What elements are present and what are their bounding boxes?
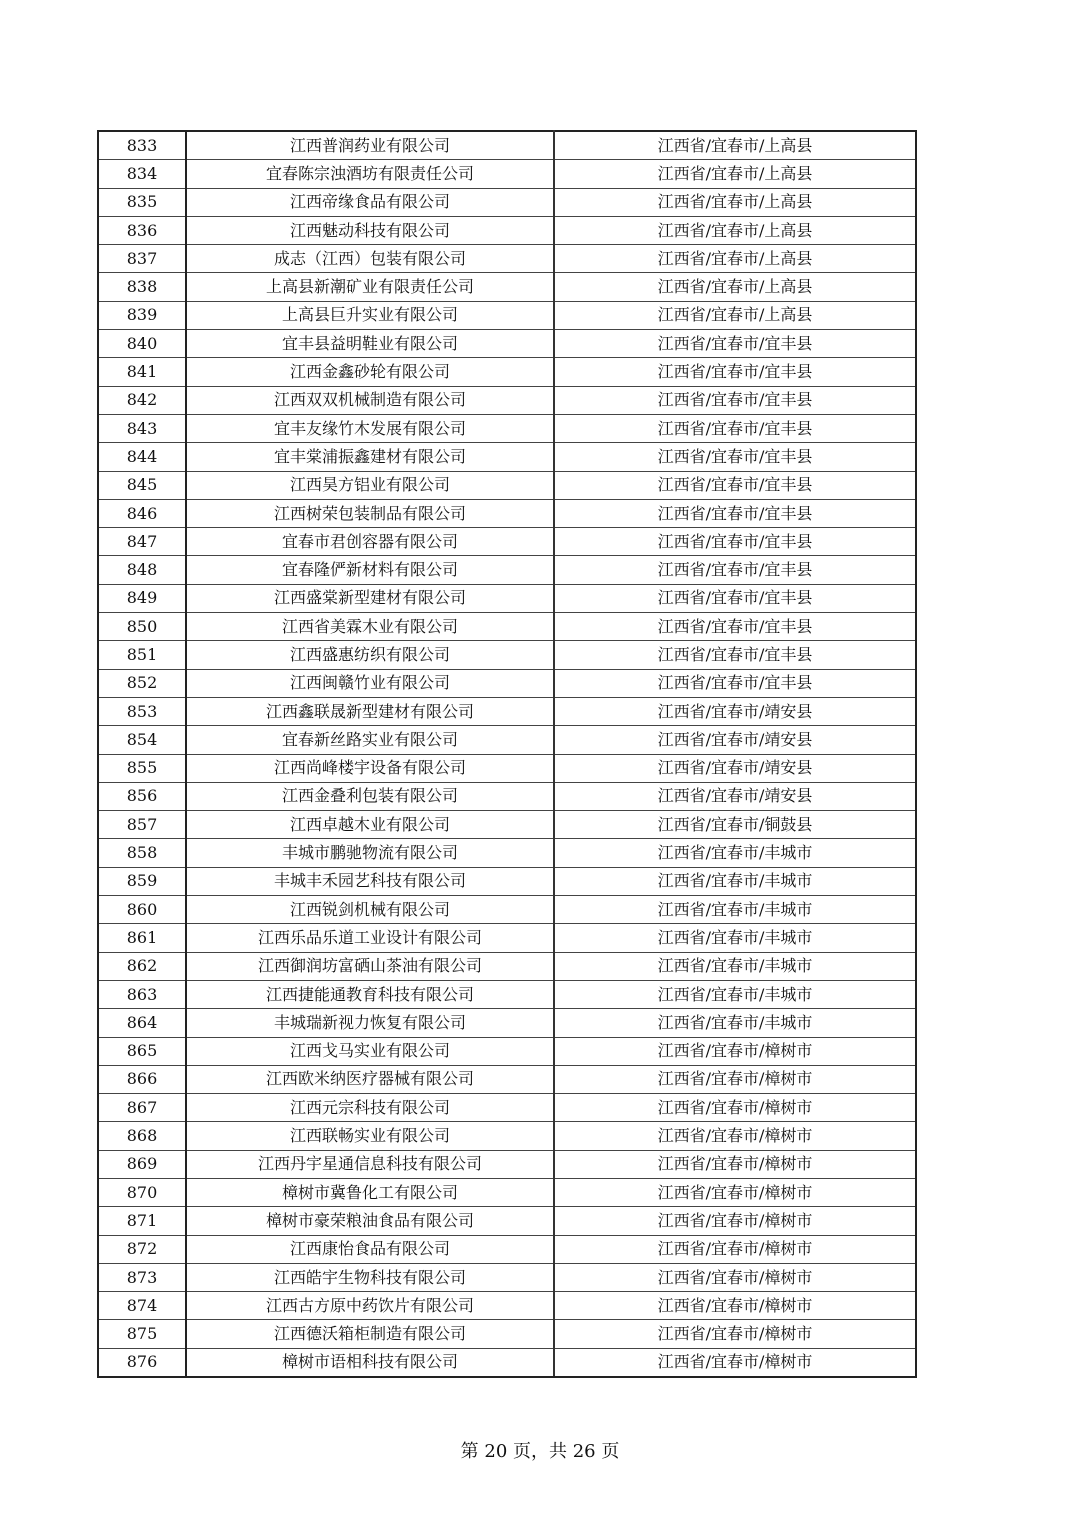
region-cell: 江西省/宜春市/樟树市 <box>554 1235 916 1263</box>
region-cell: 江西省/宜春市/宜丰县 <box>554 330 916 358</box>
table-row <box>98 1178 916 1206</box>
company-name-cell: 宜春市君创容器有限公司 <box>186 528 554 556</box>
table-row <box>98 386 916 414</box>
region-cell: 江西省/宜春市/樟树市 <box>554 1122 916 1150</box>
region-cell: 江西省/宜春市/宜丰县 <box>554 641 916 669</box>
company-name-cell: 江西帝缘食品有限公司 <box>186 188 554 216</box>
region-cell: 江西省/宜春市/宜丰县 <box>554 443 916 471</box>
region-cell: 江西省/宜春市/樟树市 <box>554 1150 916 1178</box>
company-name-cell: 江西盛惠纺织有限公司 <box>186 641 554 669</box>
company-name-cell: 江西昊方铝业有限公司 <box>186 471 554 499</box>
company-list-body <box>98 131 916 1377</box>
table-row <box>98 1094 916 1122</box>
table-row <box>98 697 916 725</box>
row-number-cell: 854 <box>98 726 186 754</box>
company-name-cell: 宜春新丝路实业有限公司 <box>186 726 554 754</box>
row-number-cell: 859 <box>98 867 186 895</box>
company-name-cell: 江西戈马实业有限公司 <box>186 1037 554 1065</box>
row-number-cell: 835 <box>98 188 186 216</box>
region-cell: 江西省/宜春市/宜丰县 <box>554 528 916 556</box>
region-cell: 江西省/宜春市/靖安县 <box>554 726 916 754</box>
page-number-footer: 第 20 页，共 26 页 <box>460 1441 620 1462</box>
table-row <box>98 443 916 471</box>
company-name-cell: 上高县新潮矿业有限责任公司 <box>186 273 554 301</box>
table-row <box>98 924 916 952</box>
row-number-cell: 861 <box>98 924 186 952</box>
company-name-cell: 江西金叠利包装有限公司 <box>186 782 554 810</box>
row-number-cell: 839 <box>98 301 186 329</box>
company-name-cell: 宜春隆俨新材料有限公司 <box>186 556 554 584</box>
table-row <box>98 1263 916 1291</box>
region-cell: 江西省/宜春市/樟树市 <box>554 1065 916 1093</box>
company-name-cell: 宜丰县益明鞋业有限公司 <box>186 330 554 358</box>
region-cell: 江西省/宜春市/樟树市 <box>554 1348 916 1377</box>
row-number-cell: 843 <box>98 414 186 442</box>
company-name-cell: 江西盛棠新型建材有限公司 <box>186 584 554 612</box>
region-cell: 江西省/宜春市/上高县 <box>554 273 916 301</box>
row-number-cell: 841 <box>98 358 186 386</box>
region-cell: 江西省/宜春市/丰城市 <box>554 1009 916 1037</box>
table-row <box>98 839 916 867</box>
row-number-cell: 847 <box>98 528 186 556</box>
row-number-cell: 834 <box>98 160 186 188</box>
region-cell: 江西省/宜春市/樟树市 <box>554 1178 916 1206</box>
table-row <box>98 471 916 499</box>
row-number-cell: 873 <box>98 1263 186 1291</box>
region-cell: 江西省/宜春市/上高县 <box>554 216 916 244</box>
table-row <box>98 896 916 924</box>
row-number-cell: 870 <box>98 1178 186 1206</box>
row-number-cell: 865 <box>98 1037 186 1065</box>
company-name-cell: 樟树市冀鲁化工有限公司 <box>186 1178 554 1206</box>
row-number-cell: 864 <box>98 1009 186 1037</box>
row-number-cell: 874 <box>98 1292 186 1320</box>
table-row <box>98 131 916 160</box>
region-cell: 江西省/宜春市/丰城市 <box>554 952 916 980</box>
row-number-cell: 856 <box>98 782 186 810</box>
table-row <box>98 1150 916 1178</box>
company-name-cell: 江西双双机械制造有限公司 <box>186 386 554 414</box>
region-cell: 江西省/宜春市/宜丰县 <box>554 556 916 584</box>
company-name-cell: 江西锐剑机械有限公司 <box>186 896 554 924</box>
region-cell: 江西省/宜春市/樟树市 <box>554 1292 916 1320</box>
company-name-cell: 江西欧米纳医疗器械有限公司 <box>186 1065 554 1093</box>
row-number-cell: 842 <box>98 386 186 414</box>
table-row <box>98 952 916 980</box>
company-name-cell: 江西金鑫砂轮有限公司 <box>186 358 554 386</box>
row-number-cell: 869 <box>98 1150 186 1178</box>
company-name-cell: 江西树荣包装制品有限公司 <box>186 499 554 527</box>
row-number-cell: 867 <box>98 1094 186 1122</box>
company-name-cell: 江西省美霖木业有限公司 <box>186 613 554 641</box>
table-row <box>98 216 916 244</box>
table-row <box>98 1037 916 1065</box>
table-row <box>98 188 916 216</box>
region-cell: 江西省/宜春市/丰城市 <box>554 924 916 952</box>
company-name-cell: 江西魅动科技有限公司 <box>186 216 554 244</box>
table-row <box>98 811 916 839</box>
region-cell: 江西省/宜春市/宜丰县 <box>554 669 916 697</box>
row-number-cell: 876 <box>98 1348 186 1377</box>
row-number-cell: 872 <box>98 1235 186 1263</box>
region-cell: 江西省/宜春市/樟树市 <box>554 1037 916 1065</box>
region-cell: 江西省/宜春市/宜丰县 <box>554 358 916 386</box>
table-row <box>98 867 916 895</box>
company-name-cell: 上高县巨升实业有限公司 <box>186 301 554 329</box>
region-cell: 江西省/宜春市/上高县 <box>554 160 916 188</box>
region-cell: 江西省/宜春市/靖安县 <box>554 754 916 782</box>
table-row <box>98 414 916 442</box>
table-row <box>98 330 916 358</box>
region-cell: 江西省/宜春市/樟树市 <box>554 1263 916 1291</box>
table-row <box>98 1320 916 1348</box>
company-name-cell: 成志（江西）包装有限公司 <box>186 245 554 273</box>
region-cell: 江西省/宜春市/丰城市 <box>554 896 916 924</box>
row-number-cell: 836 <box>98 216 186 244</box>
region-cell: 江西省/宜春市/上高县 <box>554 188 916 216</box>
region-cell: 江西省/宜春市/铜鼓县 <box>554 811 916 839</box>
row-number-cell: 851 <box>98 641 186 669</box>
row-number-cell: 875 <box>98 1320 186 1348</box>
region-cell: 江西省/宜春市/樟树市 <box>554 1207 916 1235</box>
table-row <box>98 641 916 669</box>
company-name-cell: 江西联畅实业有限公司 <box>186 1122 554 1150</box>
table-row <box>98 273 916 301</box>
table-row <box>98 1207 916 1235</box>
row-number-cell: 844 <box>98 443 186 471</box>
row-number-cell: 862 <box>98 952 186 980</box>
company-name-cell: 江西捷能通教育科技有限公司 <box>186 980 554 1008</box>
table-row <box>98 754 916 782</box>
table-row <box>98 782 916 810</box>
region-cell: 江西省/宜春市/上高县 <box>554 131 916 160</box>
region-cell: 江西省/宜春市/樟树市 <box>554 1094 916 1122</box>
region-cell: 江西省/宜春市/宜丰县 <box>554 386 916 414</box>
row-number-cell: 863 <box>98 980 186 1008</box>
company-name-cell: 江西鑫联晟新型建材有限公司 <box>186 697 554 725</box>
row-number-cell: 837 <box>98 245 186 273</box>
region-cell: 江西省/宜春市/樟树市 <box>554 1320 916 1348</box>
row-number-cell: 845 <box>98 471 186 499</box>
company-name-cell: 宜丰友缘竹木发展有限公司 <box>186 414 554 442</box>
table-row <box>98 358 916 386</box>
company-name-cell: 丰城瑞新视力恢复有限公司 <box>186 1009 554 1037</box>
company-name-cell: 江西古方原中药饮片有限公司 <box>186 1292 554 1320</box>
table-row <box>98 301 916 329</box>
row-number-cell: 848 <box>98 556 186 584</box>
table-row <box>98 669 916 697</box>
table-row <box>98 613 916 641</box>
row-number-cell: 871 <box>98 1207 186 1235</box>
table-row <box>98 1348 916 1377</box>
region-cell: 江西省/宜春市/丰城市 <box>554 867 916 895</box>
table-row <box>98 245 916 273</box>
table-row <box>98 556 916 584</box>
company-name-cell: 樟树市语相科技有限公司 <box>186 1348 554 1377</box>
table-row <box>98 160 916 188</box>
table-row <box>98 1065 916 1093</box>
table-row <box>98 1122 916 1150</box>
table-row <box>98 528 916 556</box>
region-cell: 江西省/宜春市/宜丰县 <box>554 499 916 527</box>
row-number-cell: 853 <box>98 697 186 725</box>
company-name-cell: 宜春陈宗浊酒坊有限责任公司 <box>186 160 554 188</box>
company-name-cell: 江西皓宇生物科技有限公司 <box>186 1263 554 1291</box>
company-list-table <box>97 130 917 1378</box>
table-row <box>98 1009 916 1037</box>
row-number-cell: 833 <box>98 131 186 160</box>
company-name-cell: 江西普润药业有限公司 <box>186 131 554 160</box>
region-cell: 江西省/宜春市/上高县 <box>554 245 916 273</box>
row-number-cell: 850 <box>98 613 186 641</box>
row-number-cell: 849 <box>98 584 186 612</box>
row-number-cell: 855 <box>98 754 186 782</box>
table-row <box>98 726 916 754</box>
company-name-cell: 江西卓越木业有限公司 <box>186 811 554 839</box>
company-name-cell: 江西御润坊富硒山茶油有限公司 <box>186 952 554 980</box>
region-cell: 江西省/宜春市/宜丰县 <box>554 471 916 499</box>
row-number-cell: 852 <box>98 669 186 697</box>
table-row <box>98 584 916 612</box>
row-number-cell: 857 <box>98 811 186 839</box>
row-number-cell: 866 <box>98 1065 186 1093</box>
company-name-cell: 江西尚峰楼宇设备有限公司 <box>186 754 554 782</box>
company-name-cell: 宜丰棠浦振鑫建材有限公司 <box>186 443 554 471</box>
company-name-cell: 丰城丰禾园艺科技有限公司 <box>186 867 554 895</box>
row-number-cell: 840 <box>98 330 186 358</box>
company-name-cell: 江西元宗科技有限公司 <box>186 1094 554 1122</box>
region-cell: 江西省/宜春市/宜丰县 <box>554 584 916 612</box>
region-cell: 江西省/宜春市/丰城市 <box>554 839 916 867</box>
company-name-cell: 江西乐品乐道工业设计有限公司 <box>186 924 554 952</box>
company-name-cell: 江西丹宇星通信息科技有限公司 <box>186 1150 554 1178</box>
region-cell: 江西省/宜春市/上高县 <box>554 301 916 329</box>
company-name-cell: 江西康怡食品有限公司 <box>186 1235 554 1263</box>
region-cell: 江西省/宜春市/宜丰县 <box>554 414 916 442</box>
row-number-cell: 838 <box>98 273 186 301</box>
table-row <box>98 1235 916 1263</box>
region-cell: 江西省/宜春市/丰城市 <box>554 980 916 1008</box>
region-cell: 江西省/宜春市/靖安县 <box>554 697 916 725</box>
company-name-cell: 樟树市豪荣粮油食品有限公司 <box>186 1207 554 1235</box>
company-name-cell: 江西闽赣竹业有限公司 <box>186 669 554 697</box>
region-cell: 江西省/宜春市/靖安县 <box>554 782 916 810</box>
row-number-cell: 868 <box>98 1122 186 1150</box>
table-row <box>98 1292 916 1320</box>
region-cell: 江西省/宜春市/宜丰县 <box>554 613 916 641</box>
row-number-cell: 846 <box>98 499 186 527</box>
row-number-cell: 858 <box>98 839 186 867</box>
company-name-cell: 江西德沃箱柜制造有限公司 <box>186 1320 554 1348</box>
table-row <box>98 499 916 527</box>
row-number-cell: 860 <box>98 896 186 924</box>
table-row <box>98 980 916 1008</box>
company-name-cell: 丰城市鹏驰物流有限公司 <box>186 839 554 867</box>
